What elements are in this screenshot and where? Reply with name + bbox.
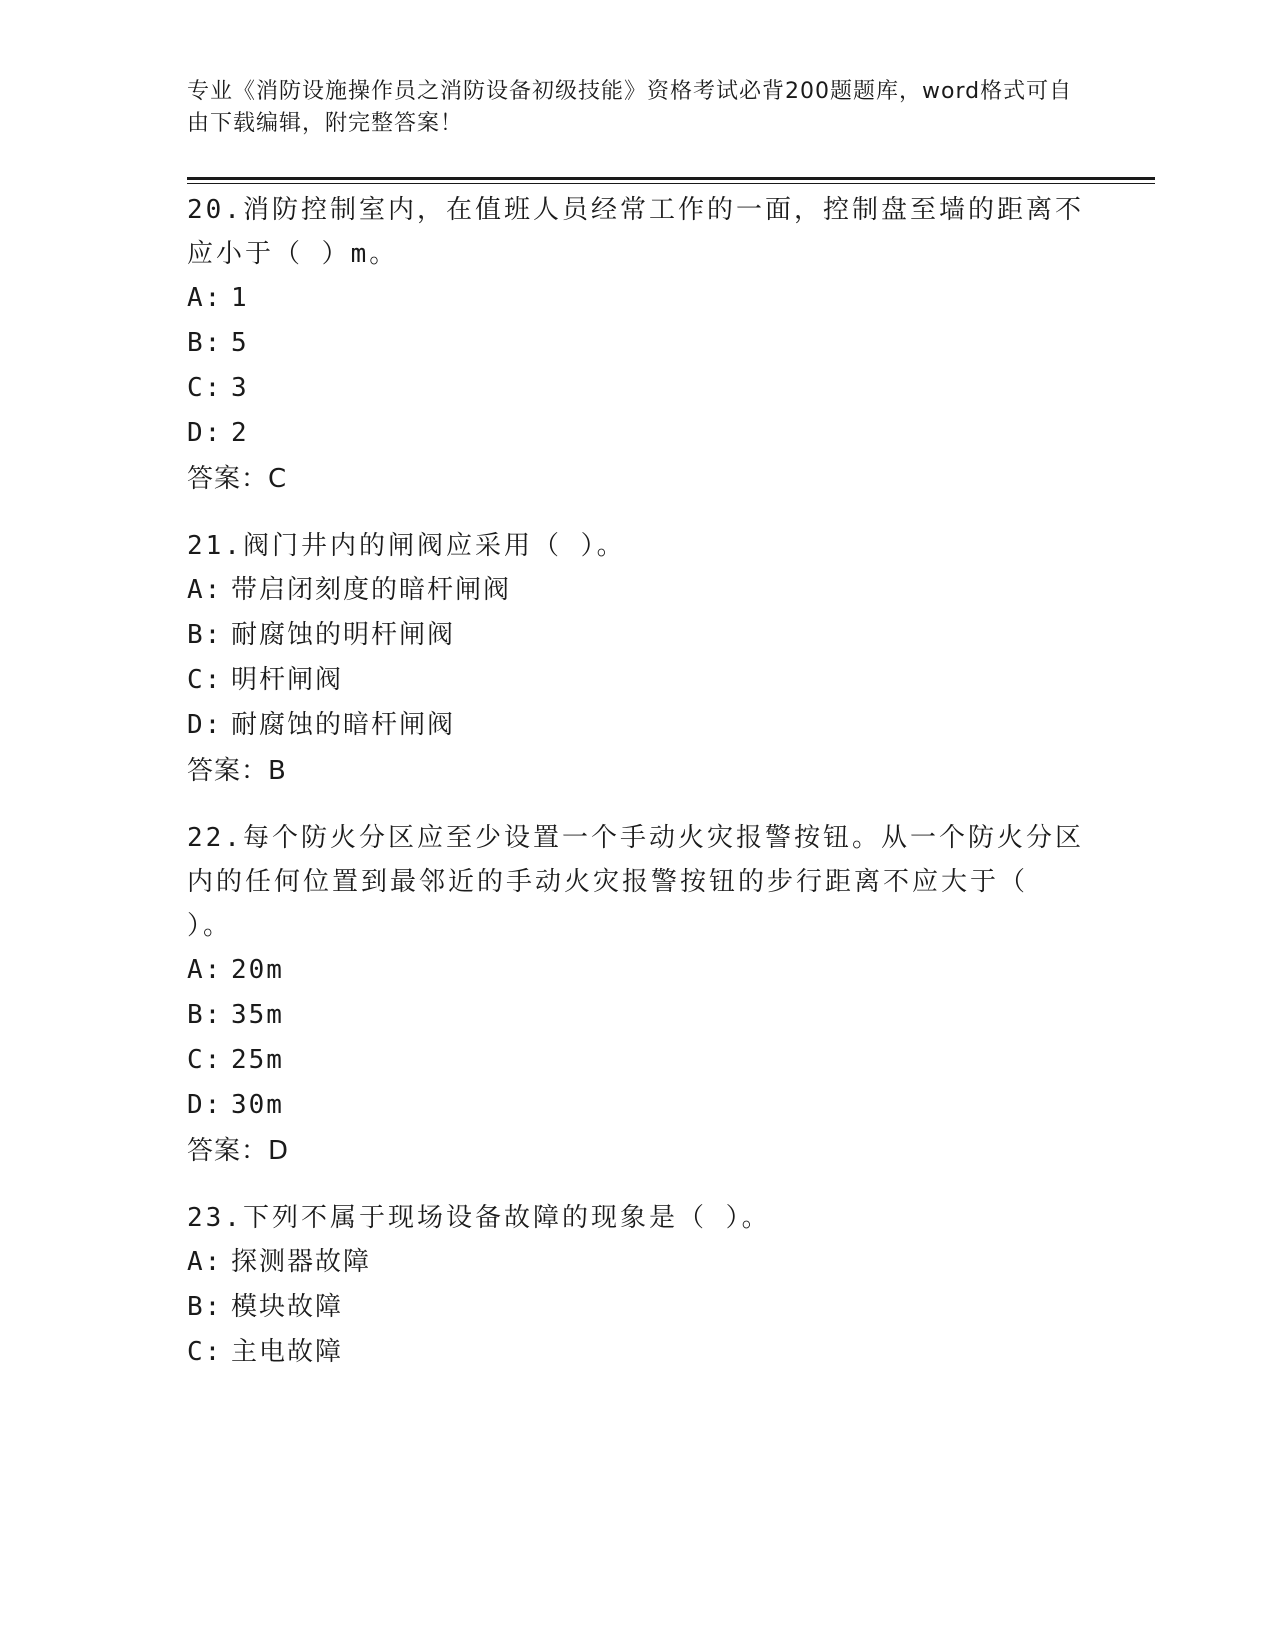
document-header: 专业《消防设施操作员之消防设备初级技能》资格考试必背200题题库，word格式可自由下载编辑，附完整答案！ [187, 79, 1073, 136]
question-text: 21.阀门井内的闸阀应采用（ ）。 [187, 531, 626, 561]
option-text: 耐腐蚀的暗杆闸阀 [231, 710, 456, 740]
option-text: 5 [231, 328, 249, 358]
option-b [187, 321, 1087, 366]
header-divider-thin [187, 183, 1155, 184]
option-label: C: [187, 1337, 223, 1367]
option-c [187, 1330, 1087, 1375]
question-text: 20.消防控制室内，在值班人员经常工作的一面，控制盘至墙的距离不应小于（ ）m。 [187, 195, 1084, 269]
option-c [187, 366, 1087, 411]
option-label: A: [187, 1247, 223, 1277]
option-label: A: [187, 283, 223, 313]
option-label: C: [187, 1045, 223, 1075]
option-d [187, 411, 1087, 456]
question-list [187, 188, 1087, 1397]
option-b [187, 993, 1087, 1038]
question-text: 22.每个防火分区应至少设置一个手动火灾报警按钮。从一个防火分区内的任何位置到最邻近的手动火灾报警按钮的步行距离不应大于（ ）。 [187, 823, 1084, 941]
option-text: 耐腐蚀的明杆闸阀 [231, 620, 456, 650]
option-label: B: [187, 328, 223, 358]
option-c [187, 658, 1087, 703]
question-22 [187, 816, 1087, 1174]
question-21 [187, 524, 1087, 794]
option-b [187, 1285, 1087, 1330]
question-20 [187, 188, 1087, 502]
question-23 [187, 1196, 1087, 1375]
option-label: D: [187, 418, 223, 448]
option-text: 带启闭刻度的暗杆闸阀 [231, 575, 512, 605]
option-text: 探测器故障 [231, 1247, 372, 1277]
option-label: B: [187, 1292, 223, 1322]
question-text: 23.下列不属于现场设备故障的现象是（ ）。 [187, 1203, 771, 1233]
option-c [187, 1038, 1087, 1083]
option-label: B: [187, 1000, 223, 1030]
answer-line: 答案：D [187, 1136, 290, 1166]
answer-line: 答案：B [187, 756, 287, 786]
option-text: 35m [231, 1000, 284, 1030]
option-label: D: [187, 1090, 223, 1120]
option-text: 3 [231, 373, 249, 403]
option-label: A: [187, 955, 223, 985]
option-text: 模块故障 [231, 1292, 344, 1322]
option-text: 明杆闸阀 [231, 665, 344, 695]
option-label: C: [187, 373, 223, 403]
option-text: 主电故障 [231, 1337, 344, 1367]
option-label: C: [187, 665, 223, 695]
option-text: 1 [231, 283, 249, 313]
option-d [187, 1083, 1087, 1128]
option-text: 2 [231, 418, 249, 448]
option-label: A: [187, 575, 223, 605]
option-a [187, 276, 1087, 321]
option-a [187, 948, 1087, 993]
option-text: 30m [231, 1090, 284, 1120]
option-label: B: [187, 620, 223, 650]
option-text: 25m [231, 1045, 284, 1075]
option-label: D: [187, 710, 223, 740]
answer-line: 答案：C [187, 464, 288, 494]
option-b [187, 613, 1087, 658]
option-d [187, 703, 1087, 748]
option-a [187, 568, 1087, 613]
option-a [187, 1240, 1087, 1285]
option-text: 20m [231, 955, 284, 985]
header-divider-thick [187, 177, 1155, 180]
